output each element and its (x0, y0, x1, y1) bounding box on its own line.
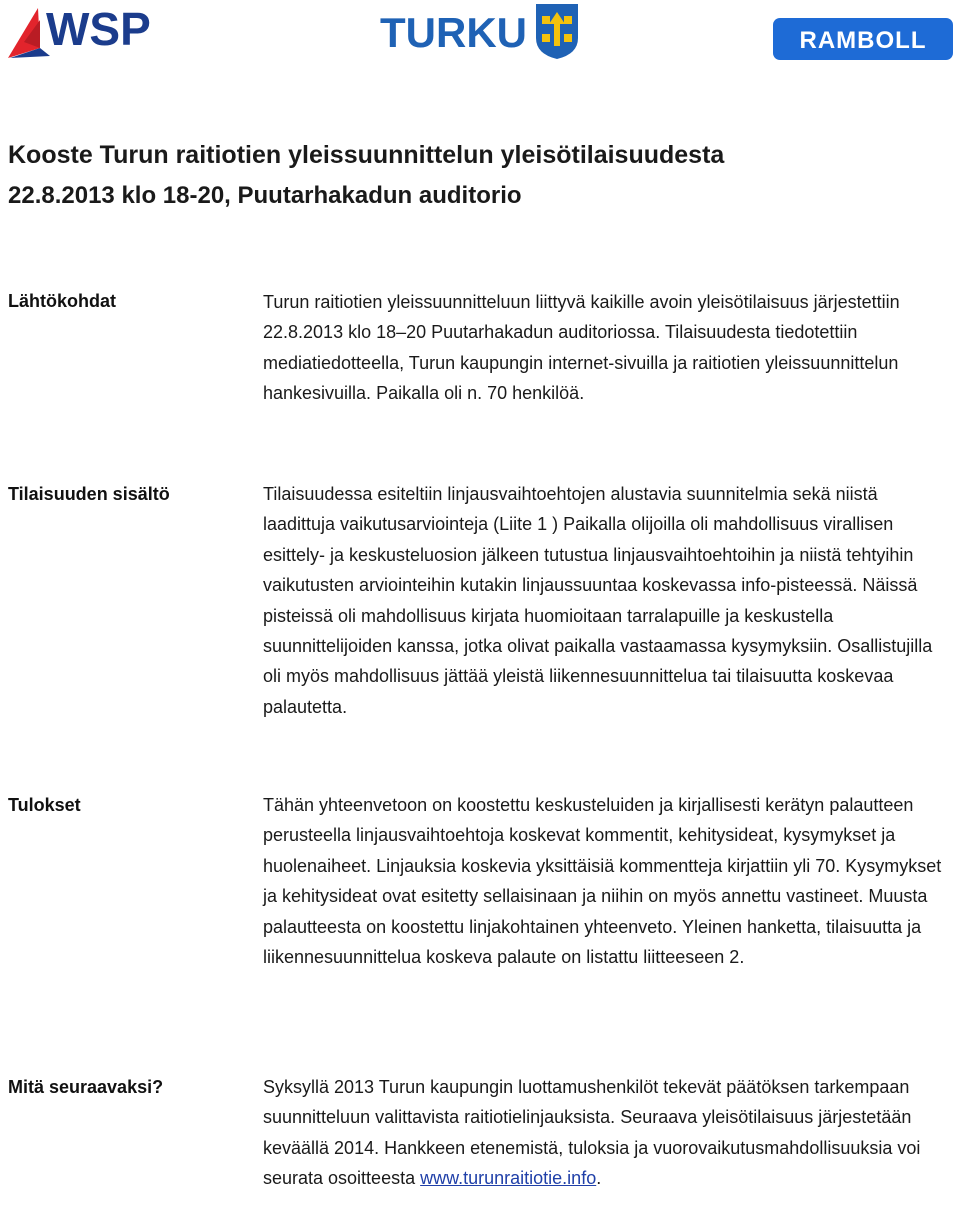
section-text-lahtokohdat: Turun raitiotien yleissuunnitteluun liittyvä kaikille avoin yleisötilaisuus järjestettiin 22.8.2013 klo 18–20 Puutarhakadun auditoriossa. Tilaisuudesta tiedotettiin mediatiedotteella, Turun kaupungin internet-sivuilla ja raitiotien yleissuunnittelun hankesivuilla. Paikalla oli n. 70 henkilöä. (263, 292, 900, 404)
section-text-mita-seuraavaksi-body: Syksyllä 2013 Turun kaupungin luottamushenkilöt tekevät päätöksen tarkempaan suunnitteluun valittavista raitiotielinjauksista. Seuraava yleisötilaisuus järjestetään keväällä 2014. Hankkeen etenemistä, tuloksia ja vuorovaikutusmahdollisuuksia voi seurata osoitteesta (263, 1077, 921, 1189)
section-label-tilaisuuden-sisalto: Tilaisuuden sisältö (8, 484, 170, 504)
section-text-mita-seuraavaksi (263, 1072, 953, 1194)
document-subtitle: 22.8.2013 klo 18-20, Puutarhakadun auditorio (8, 182, 522, 209)
section-label-tulokset: Tulokset (8, 795, 81, 815)
wsp-logo-text: WSP (46, 3, 151, 55)
section-text-tilaisuuden-sisalto: Tilaisuudessa esiteltiin linjausvaihtoehtojen alustavia suunnitelmia sekä niistä laadittuja vaikutusarviointeja (Liite 1 ) Paikalla olijoilla oli mahdollisuus virallisen esittely- ja keskusteluosion jälkeen tutustua linjausvaihtoehtoihin ja niistä tehtyihin vaikutusten arviointeihin kutakin linjaussuuntaa koskevassa info-pisteessä. Näissä pisteissä oli mahdollisuus kirjata huomioitaan tarralapuille ja keskustella suunnittelijoiden kanssa, jotka olivat paikalla vastaamassa kysymyksiin. Osallistujilla oli myös mahdollisuus jättää yleistä liikennesuunnittelua tai tilaisuutta koskevaa palautetta. (263, 484, 933, 717)
document-title: Kooste Turun raitiotien yleissuunnittelun yleisötilaisuudesta (8, 141, 725, 169)
turku-logo-text: TURKU (380, 9, 527, 56)
turku-logo (380, 2, 585, 60)
turunraitiotie-link[interactable]: www.turunraitiotie.info (420, 1168, 597, 1189)
turku-coat-of-arms-icon (536, 4, 578, 59)
wsp-logo (6, 2, 186, 60)
section-text-tulokset: Tähän yhteenvetoon on koostettu keskusteluiden ja kirjallisesti kerätyn palautteen perusteella linjausvaihtoehtoja koskevat kommentit, kehitysideat, kysymykset ja huolenaiheet. Linjauksia koskevia yksittäisiä kommentteja kirjattiin yli 70. Kysymykset ja kehitysideat ovat esitetty sellaisinaan ja niihin on myös annettu vastineet. Muusta palautteesta on koostettu linjakohtainen yhteenveto. Yleinen hanketta, tilaisuutta ja liikennesuunnittelua koskeva palaute on listattu liitteeseen 2. (263, 795, 942, 968)
ramboll-logo (773, 18, 953, 60)
section-label-lahtokohdat: Lähtökohdat (8, 291, 116, 311)
section-label-mita-seuraavaksi: Mitä seuraavaksi? (8, 1077, 164, 1097)
link-trailing-period: . (596, 1168, 602, 1189)
ramboll-logo-text: RAMBOLL (799, 27, 927, 54)
